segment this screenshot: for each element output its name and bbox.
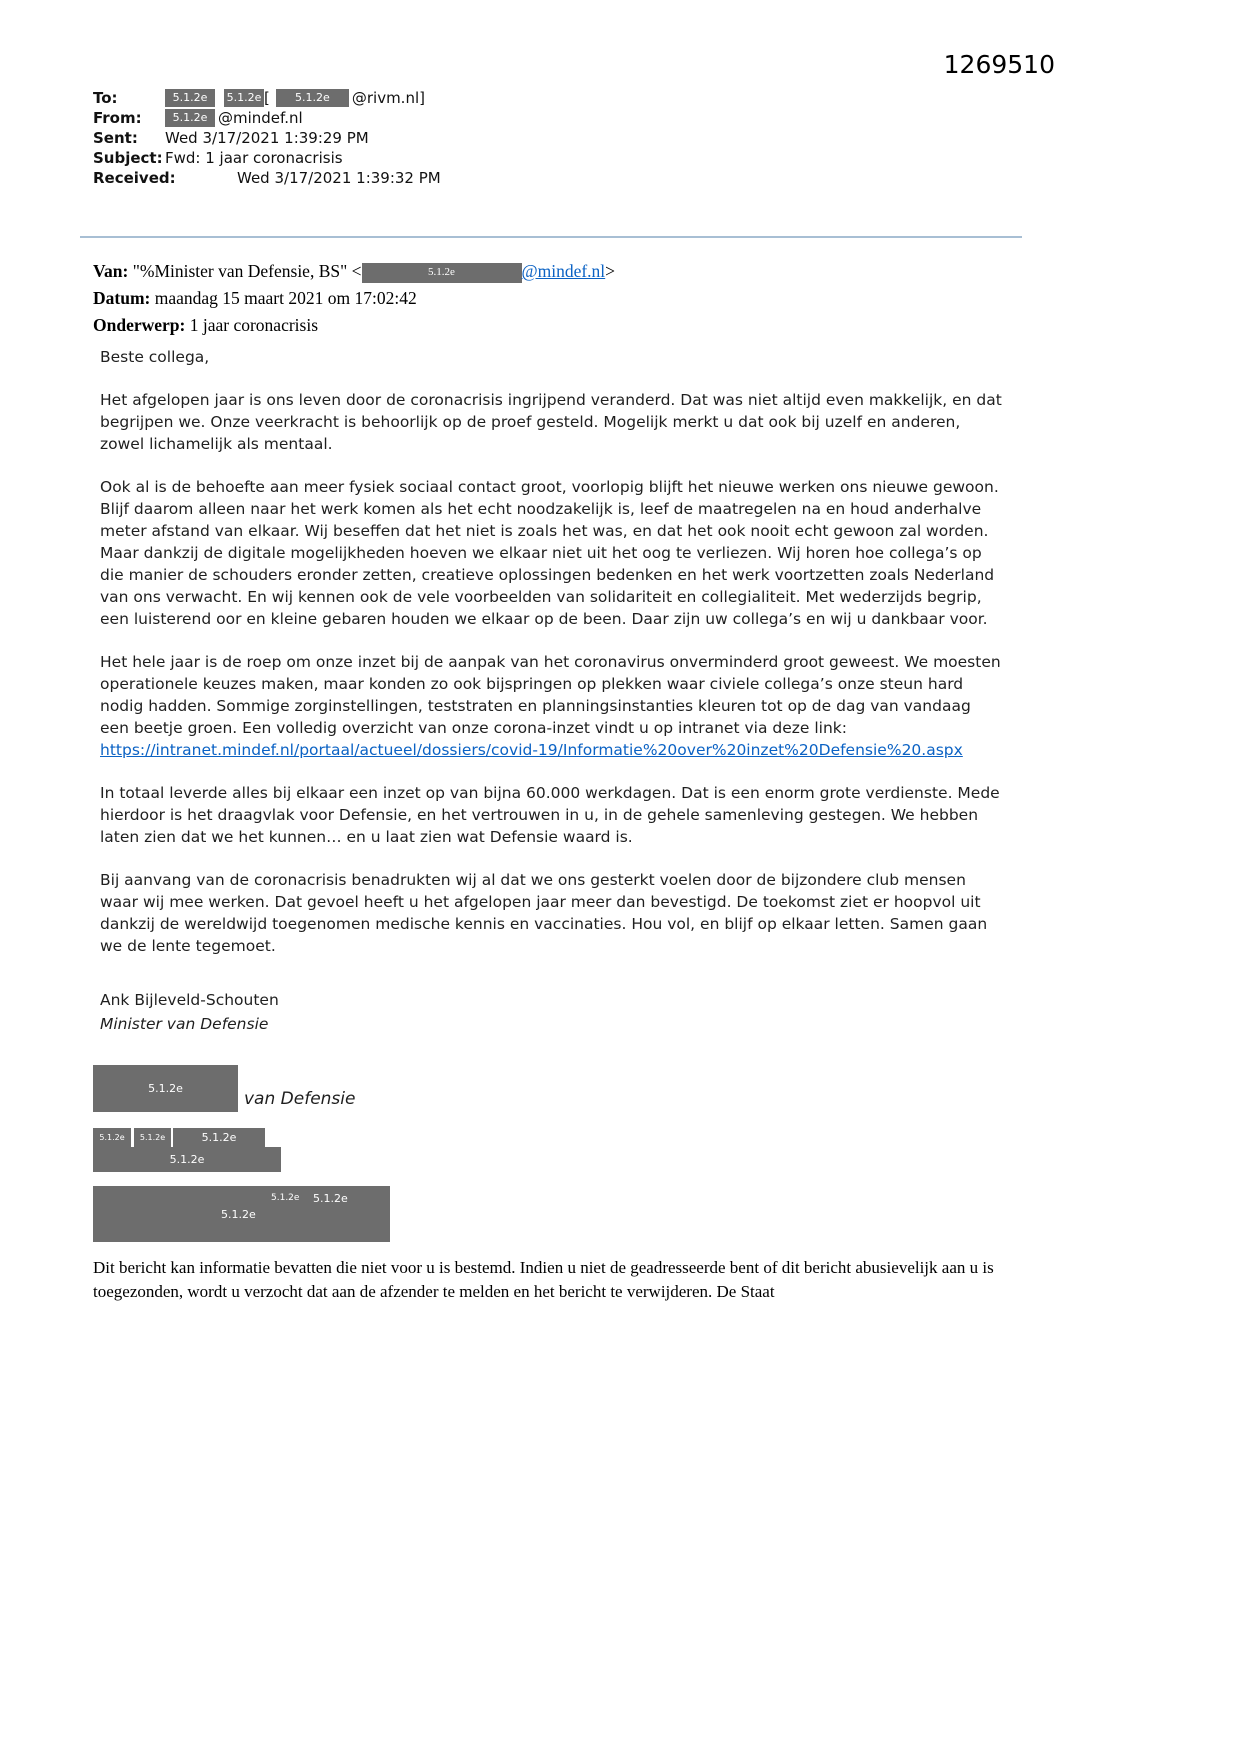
- onderwerp-label: Onderwerp:: [93, 315, 186, 335]
- datum-row: [93, 285, 615, 312]
- redaction-box: 5.1.2e: [165, 109, 215, 127]
- greeting: Beste collega,: [100, 348, 210, 366]
- forwarded-message-header: [93, 258, 615, 339]
- redaction-box-logo: 5.1.2e: [93, 1065, 238, 1112]
- from-domain: @mindef.nl: [218, 108, 303, 127]
- signature-name: Ank Bijleveld-Schouten: [100, 991, 279, 1009]
- received-value: Wed 3/17/2021 1:39:32 PM: [237, 168, 441, 187]
- paragraph-3-text: Het hele jaar is de roep om onze inzet bij de aanpak van het coronavirus onverminderd groot geweest. We moesten operationele keuzes maken, maar konden zo ook bijspringen op plekken waar civiele collega’s onze steun hard nodig hadden. Sommige zorginstellingen, teststraten en planningsinstanties kleuren tot op de dag van vandaag een beetje groen. Een volledig overzicht van onze corona-inzet vindt u op intranet via deze link:: [100, 653, 1001, 737]
- signature-address-redactions: [93, 1128, 1002, 1172]
- redaction-box-block: [93, 1186, 390, 1242]
- signature-logo-row: [93, 1065, 1002, 1112]
- sender-email-link[interactable]: @mindef.nl: [521, 261, 606, 281]
- body-paragraph-5: Bij aanvang van de coronacrisis benadrukten wij al dat we ons gesterkt voelen door de bijzondere club mensen waar wij mee werken. Dat gevoel heeft u het afgelopen jaar meer dan bevestigd. De toekomst ziet er hoopvol uit dankzij de wereldwijd toegenomen medische kennis en vaccinaties. Hou vol, en blijf op elkaar letten. Samen gaan we de lente tegemoet.: [100, 871, 988, 955]
- email-body: [93, 346, 1002, 1304]
- body-paragraph-2: Ook al is de behoefte aan meer fysiek sociaal contact groot, voorlopig blijft het nieuwe werken ons nieuwe gewoon. Blijf daarom alleen naar het werk komen als het echt noodzakelijk is, leef de maatregelen na en houd anderhalve meter afstand van elkaar. Wij beseffen dat het niet is zoals het was, en dat het ook nooit echt gewoon zal worden. Maar dankzij de digitale mogelijkheden hoeven we elkaar niet uit het oog te verliezen. Wij horen hoe collega’s op die manier de schouders eronder zetten, creatieve oplossingen bedenken en het werk voortzetten zoals Nederland van ons verwacht. En wij kennen ook de vele voorbeelden van solidariteit en collegialiteit. Met wederzijds begrip, een luisterend oor en kleine gebaren houden we elkaar op de been. Daar zijn uw collega’s en wij u dankbaar voor.: [100, 478, 999, 628]
- body-paragraph-4: In totaal leverde alles bij elkaar een inzet op van bijna 60.000 werkdagen. Dat is een enorm grote verdienste. Mede hierdoor is het draagvlak voor Defensie, en het vertrouwen in u, in de gehele samenleving gestegen. We hebben laten zien dat we het kunnen… en u laat zien wat Defensie waard is.: [100, 784, 1000, 846]
- redaction-box: 5.1.2e: [362, 263, 522, 283]
- address-redaction-row-1: [93, 1128, 1002, 1147]
- subject-value: Fwd: 1 jaar coronacrisis: [165, 148, 343, 167]
- redaction-box: 5.1.2e: [165, 89, 215, 107]
- redaction-box: 5.1.2e: [173, 1128, 265, 1147]
- redaction-box: 5.1.2e: [276, 89, 349, 107]
- to-domain: @rivm.nl]: [351, 88, 425, 107]
- header-row-from: [93, 108, 441, 127]
- from-value: [165, 109, 303, 127]
- onderwerp-value: 1 jaar coronacrisis: [189, 315, 319, 335]
- redaction-box: 5.1.2e: [224, 89, 264, 107]
- redaction-label: 5.1.2e: [221, 1208, 256, 1221]
- van-row: [93, 258, 615, 285]
- redaction-label: 5.1.2e: [271, 1193, 300, 1203]
- email-header: [93, 88, 441, 188]
- disclaimer-text: Dit bericht kan informatie bevatten die niet voor u is bestemd. Indien u niet de geadresseerde bent of dit bericht abusievelijk aan u is toegezonden, wordt u verzocht dat aan de afzender te melden en het bericht te verwijderen. De Staat: [93, 1258, 994, 1301]
- van-suffix: >: [605, 261, 616, 281]
- van-label: Van:: [93, 261, 129, 281]
- redaction-box: 5.1.2e: [134, 1128, 171, 1147]
- body-paragraph-1: Het afgelopen jaar is ons leven door de coronacrisis ingrijpend veranderd. Dat was niet altijd even makkelijk, en dat begrijpen we. Onze veerkracht is behoorlijk op de proef gesteld. Mogelijk merkt u dat ook bij uzelf en anderen, zowel lichamelijk als mentaal.: [100, 391, 1002, 453]
- to-label: To:: [93, 88, 118, 107]
- onderwerp-row: [93, 312, 615, 339]
- header-row-received: [93, 168, 441, 187]
- datum-label: Datum:: [93, 288, 151, 308]
- redaction-box: 5.1.2e: [93, 1147, 281, 1172]
- header-separator: [80, 236, 1022, 238]
- to-bracket: [: [264, 88, 270, 107]
- address-redaction-row-2: [93, 1147, 1002, 1172]
- datum-value: maandag 15 maart 2021 om 17:02:42: [154, 288, 417, 308]
- doc-number: 1269510: [943, 50, 1055, 79]
- logo-caption: van Defensie: [244, 1089, 356, 1109]
- body-paragraph-3: [100, 651, 1002, 761]
- header-row-sent: [93, 128, 441, 147]
- received-label: Received:: [93, 168, 176, 187]
- header-row-subject: [93, 148, 441, 167]
- intranet-link[interactable]: https://intranet.mindef.nl/portaal/actueel/dossiers/covid-19/Informatie%20over%20inzet%20Defensie%20.aspx: [100, 741, 963, 759]
- header-row-to: [93, 88, 441, 107]
- sent-label: Sent:: [93, 128, 138, 147]
- signature-title: Minister van Defensie: [100, 1015, 269, 1033]
- redaction-label: 5.1.2e: [313, 1192, 348, 1205]
- from-label: From:: [93, 108, 142, 127]
- to-value: [165, 89, 425, 107]
- subject-label: Subject:: [93, 148, 163, 167]
- redaction-box: 5.1.2e: [93, 1128, 131, 1147]
- van-prefix: "%Minister van Defensie, BS" <: [132, 261, 362, 281]
- sent-value: Wed 3/17/2021 1:39:29 PM: [165, 128, 369, 147]
